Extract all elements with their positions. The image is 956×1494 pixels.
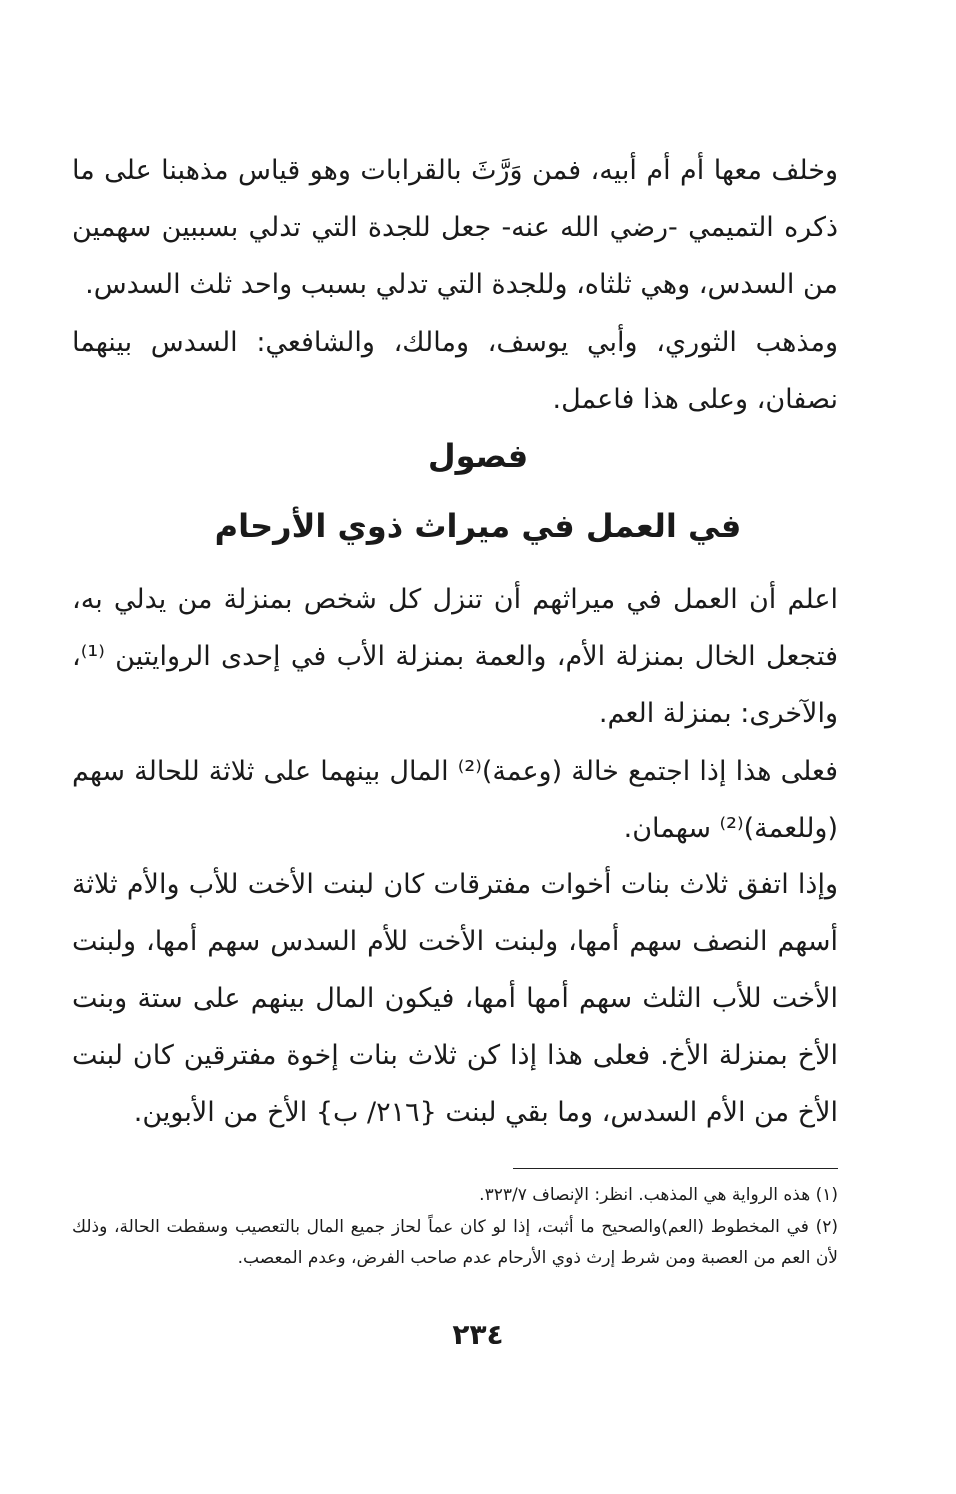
paragraph-grandmother-shares: وخلف معها أم أم أبيه، فمن وَرَّثَ بالقرابات وهو قياس مذهبنا على ما ذكره التميمي -رضي الله عنه- جعل للجدة التي تدلي بسببين سهمين من السدس، وهي ثلثاه، وللجدة التي تدلي بسبب واحد ثلث السدس. (72, 155, 838, 300)
paragraph-sisters-daughters: وإذا اتفق ثلاث بنات أخوات مفترقات كان لبنت الأخت للأب والأم ثلاثة أسهم النصف سهم أمها، ولبنت الأخت للأم السدس سهم أمها، ولبنت الأخت للأب الثلث سهم أمها أمها، فيكون المال بينهم على ستة وبنت الأخ بمنزلة الأخ. فعلى هذا إذا كن ثلاث بنات إخوة مفترقين كان لبنت الأخ من الأم السدس، وما بقي لبنت {٢١٦/ ب} الأخ من الأبوين. (72, 869, 838, 1128)
paragraph-tanzil-method: اعلم أن العمل في ميراثهم أن تنزل كل شخص بمنزلة من يدلي به، فتجعل الخال بمنزلة الأم، والعمة بمنزلة الأب في إحدى الروايتين ⁽¹⁾، والآخرى: بمنزلة العم. (72, 584, 838, 729)
footnote-2: (٢) في المخطوط (العم)والصحيح ما أثبت، إذا لو كان عماً لحاز جميع المال بالتعصيب وسقطت الحالة، وذلك لأن العم من العصبة ومن شرط إرث ذوي الأرحام عدم صاحب الفرض، وعدم المعصب. (72, 1217, 838, 1268)
page-number: ٢٣٤ (452, 1318, 504, 1351)
footnote-separator (513, 1168, 838, 1169)
section-heading: فصول (427, 437, 529, 475)
footnote-1: (١) هذه الرواية هي المذهب. انظر: الإنصاف ٣٢٣/٧. (479, 1185, 838, 1205)
paragraph-madhhab-views: ومذهب الثوري، وأبي يوسف، ومالك، والشافعي: السدس بينهما نصفان، وعلى هذا فاعمل. (72, 327, 838, 415)
section-subheading: في العمل في ميراث ذوي الأرحام (214, 507, 742, 545)
paragraph-aunt-example: فعلى هذا إذا اجتمع خالة (وعمة)⁽²⁾ المال بينهما على ثلاثة للحالة سهم (وللعمة)⁽²⁾ سهمان. (72, 756, 838, 844)
